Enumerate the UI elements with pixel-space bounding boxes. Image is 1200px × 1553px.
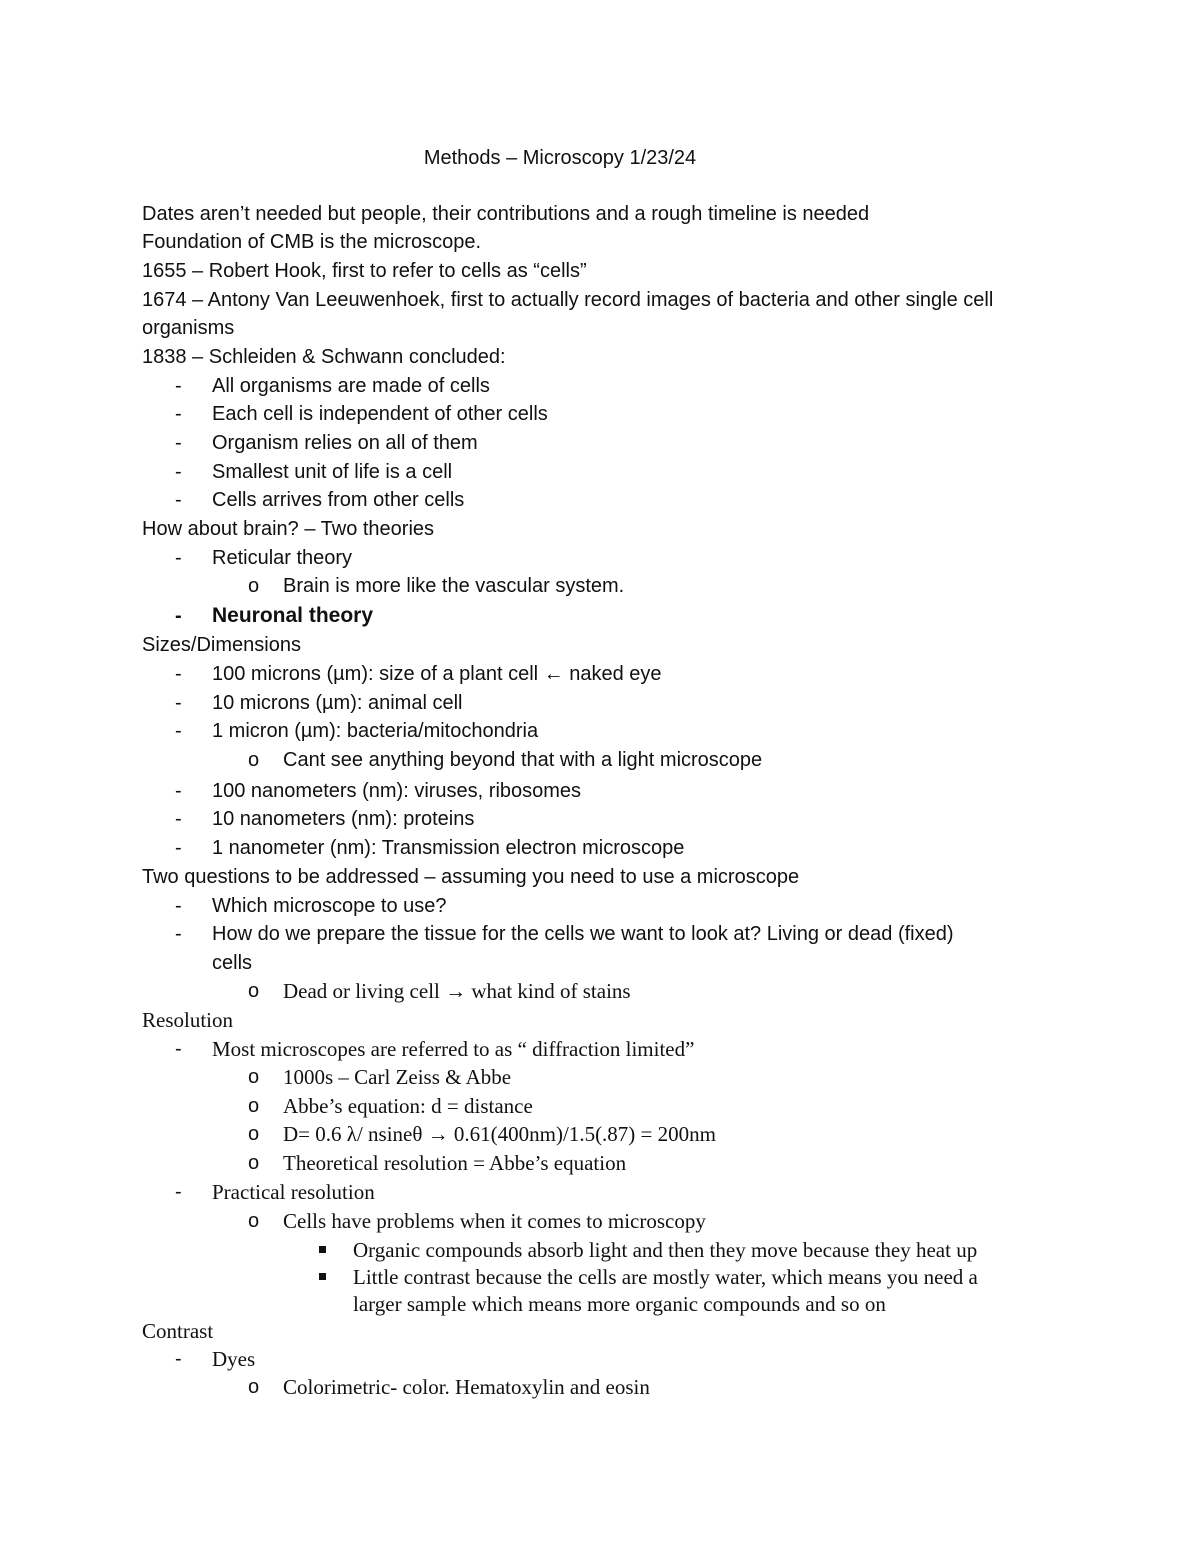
dash-marker: -	[175, 1181, 182, 1203]
list-item: Practical resolution	[212, 1180, 375, 1204]
dash-marker: -	[175, 461, 182, 483]
list-item: Which microscope to use?	[212, 895, 447, 917]
intro-line: Foundation of CMB is the microscope.	[142, 231, 482, 253]
circle-marker: o	[248, 1210, 260, 1232]
list-item: 1 micron (µm): bacteria/mitochondria	[212, 720, 539, 742]
sub-sub-list-item-continued: larger sample which means more organic compounds and so on	[353, 1292, 886, 1316]
list-item: How do we prepare the tissue for the cells we want to look at? Living or dead (fixed)	[212, 923, 954, 945]
sub-list-item: Theoretical resolution = Abbe’s equation	[283, 1151, 627, 1175]
list-item-continued: cells	[212, 952, 253, 974]
section-heading: Sizes/Dimensions	[142, 634, 301, 656]
sub-list-item: 1000s – Carl Zeiss & Abbe	[283, 1065, 512, 1089]
list-item: 10 microns (µm): animal cell	[212, 692, 463, 714]
list-item: 10 nanometers (nm): proteins	[212, 808, 475, 830]
dash-marker: -	[175, 605, 182, 627]
dash-marker: -	[175, 720, 182, 742]
sub-list-item: Dead or living cell → what kind of stains	[283, 979, 631, 1003]
list-item: Cells arrives from other cells	[212, 489, 465, 511]
dash-marker: -	[175, 432, 182, 454]
sub-list-item: Brain is more like the vascular system.	[283, 575, 625, 597]
dash-marker: -	[175, 375, 182, 397]
circle-marker: o	[248, 1066, 260, 1088]
list-item: Each cell is independent of other cells	[212, 403, 548, 425]
circle-marker: o	[248, 1152, 260, 1174]
intro-line: organisms	[142, 317, 235, 339]
dash-marker: -	[175, 403, 182, 425]
square-bullet	[319, 1273, 326, 1280]
list-item: All organisms are made of cells	[212, 375, 490, 397]
sub-list-item: Cant see anything beyond that with a light microscope	[283, 749, 763, 771]
sub-list-item: D= 0.6 λ/ nsineθ → 0.61(400nm)/1.5(.87) = 200nm	[283, 1122, 716, 1146]
circle-marker: o	[248, 1376, 260, 1398]
sub-sub-list-item: Little contrast because the cells are mostly water, which means you need a	[353, 1265, 978, 1289]
dash-marker: -	[175, 923, 182, 945]
dash-marker: -	[175, 547, 182, 569]
circle-marker: o	[248, 575, 260, 597]
square-bullet	[319, 1246, 326, 1253]
list-item: Dyes	[212, 1347, 256, 1371]
intro-line: 1838 – Schleiden & Schwann concluded:	[142, 346, 506, 368]
list-item: 100 nanometers (nm): viruses, ribosomes	[212, 780, 582, 802]
dash-marker: -	[175, 1038, 182, 1060]
intro-line: 1655 – Robert Hook, first to refer to cells as “cells”	[142, 260, 587, 282]
dash-marker: -	[175, 489, 182, 511]
list-item-bold: Neuronal theory	[212, 604, 374, 627]
list-item: Organism relies on all of them	[212, 432, 478, 454]
list-item: Reticular theory	[212, 547, 353, 569]
dash-marker: -	[175, 663, 182, 685]
section-heading: Resolution	[142, 1008, 234, 1032]
dash-marker: -	[175, 837, 182, 859]
sub-sub-list-item: Organic compounds absorb light and then they move because they heat up	[353, 1238, 978, 1262]
intro-line: 1674 – Antony Van Leeuwenhoek, first to actually record images of bacteria and other single cell	[142, 289, 994, 311]
dash-marker: -	[175, 780, 182, 802]
dash-marker: -	[175, 808, 182, 830]
list-item: 1 nanometer (nm): Transmission electron microscope	[212, 837, 685, 859]
circle-marker: o	[248, 1095, 260, 1117]
dash-marker: -	[175, 895, 182, 917]
section-heading: Two questions to be addressed – assuming you need to use a microscope	[142, 866, 800, 888]
sub-list-item: Cells have problems when it comes to microscopy	[283, 1209, 706, 1233]
dash-marker: -	[175, 692, 182, 714]
document-title: Methods – Microscopy 1/23/24	[423, 147, 697, 169]
circle-marker: o	[248, 1123, 260, 1145]
section-heading: How about brain? – Two theories	[142, 518, 435, 540]
sub-list-item: Abbe’s equation: d = distance	[283, 1094, 533, 1118]
list-item: Smallest unit of life is a cell	[212, 461, 453, 483]
circle-marker: o	[248, 980, 260, 1002]
circle-marker: o	[248, 749, 260, 771]
intro-line: Dates aren’t needed but people, their contributions and a rough timeline is needed	[142, 203, 870, 225]
section-heading: Contrast	[142, 1319, 214, 1343]
list-item: Most microscopes are referred to as “ diffraction limited”	[212, 1037, 695, 1061]
dash-marker: -	[175, 1348, 182, 1370]
list-item: 100 microns (µm): size of a plant cell ← naked eye	[212, 663, 662, 685]
sub-list-item: Colorimetric- color. Hematoxylin and eosin	[283, 1375, 650, 1399]
